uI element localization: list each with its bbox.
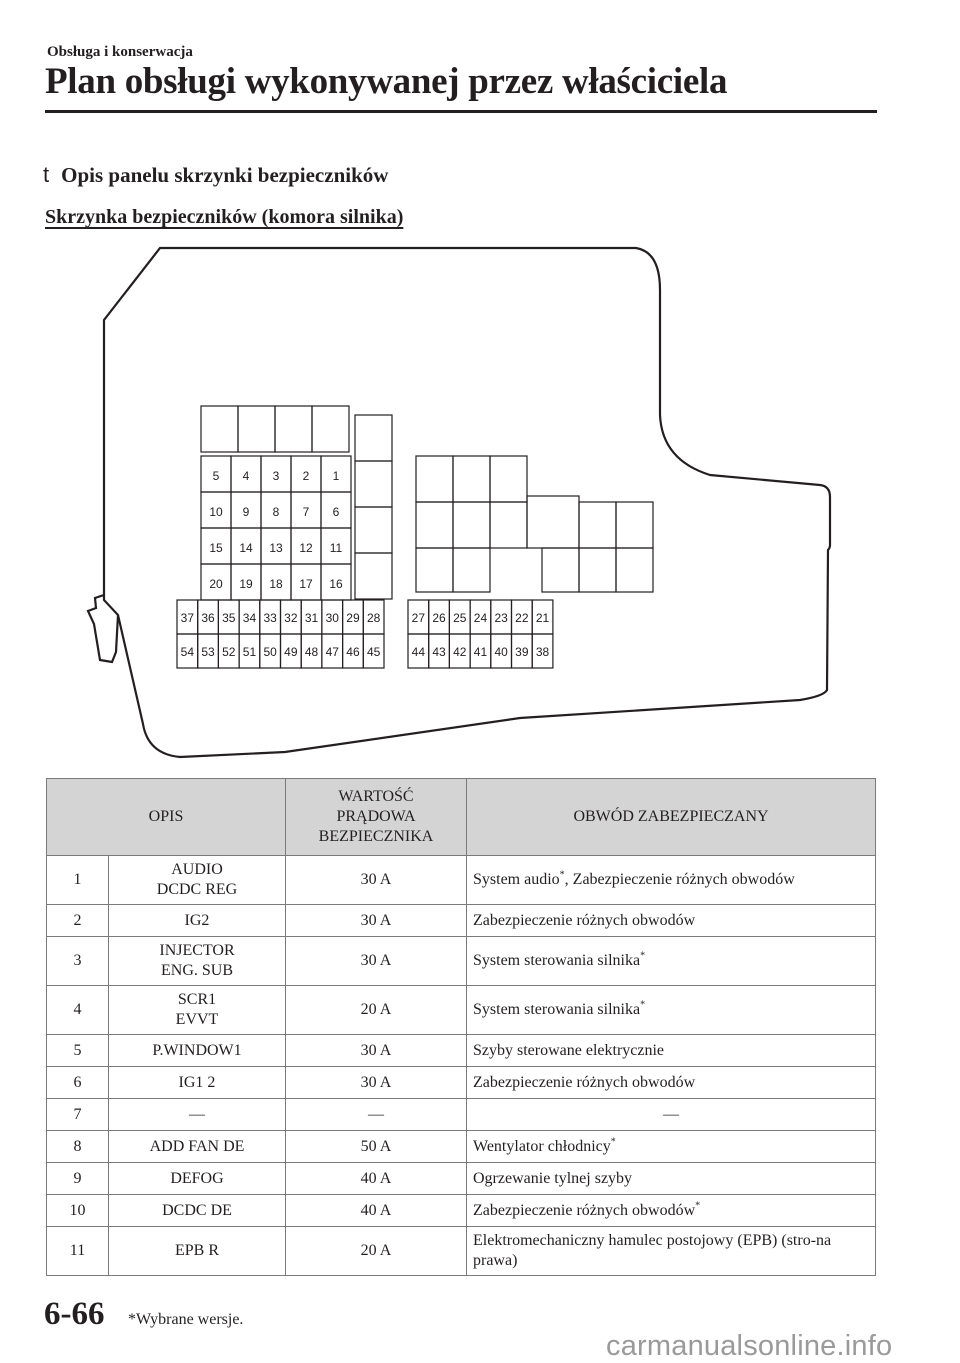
fuse-opis [109, 856, 286, 905]
fuse-number-label: 14 [239, 541, 253, 555]
fuse-number-label: 1 [332, 469, 340, 483]
fuse-opis [109, 937, 286, 986]
fuse-slot [490, 456, 527, 502]
fuse-number-label: 26 [432, 611, 446, 625]
fuse-number-label: 20 [209, 577, 223, 591]
fuse-opis [109, 1131, 286, 1163]
fuse-opis-line: DCDC DE [162, 1201, 232, 1219]
header-wartosc [286, 779, 467, 856]
fuse-opis [109, 1067, 286, 1099]
fuse-number-label: 40 [494, 645, 508, 659]
fuse-opis [109, 1163, 286, 1195]
fuse-number: 7 [47, 1099, 109, 1131]
fuse-number-label: 41 [473, 645, 488, 659]
fuse-opis [109, 1035, 286, 1067]
fuse-number-label: 31 [304, 611, 319, 625]
fuse-number-label: 12 [299, 541, 313, 555]
fuse-number-label: 33 [263, 611, 277, 625]
fuse-number-label: 5 [212, 469, 220, 483]
fuse-slot [453, 456, 490, 502]
fuse-number-label: 51 [242, 645, 257, 659]
fuse-number-label: 34 [242, 611, 257, 625]
fuse-circuit-text: Zabezpieczenie różnych obwodów [473, 1073, 696, 1091]
fuse-number-label: 23 [494, 611, 508, 625]
fuse-number-label: 42 [453, 645, 467, 659]
fuse-circuit [467, 1131, 876, 1163]
fuse-number-label: 17 [299, 577, 313, 591]
fuse-number-label: 39 [515, 645, 529, 659]
fuse-opis-line: EVVT [175, 1011, 219, 1028]
fuse-opis-line: DCDC REG [156, 881, 238, 898]
sub-heading-text: Opis panelu skrzynki bezpieczników [61, 163, 389, 187]
table-row [47, 986, 876, 1035]
table-row [47, 937, 876, 986]
table-row [47, 905, 876, 937]
fuse-slot [416, 456, 453, 502]
fuse-opis-line: ENG. SUB [160, 962, 233, 979]
fuse-number-label: 48 [304, 645, 319, 659]
fuse-number-label: 53 [201, 645, 215, 659]
fuse-slot [616, 502, 653, 548]
fuse-number-label: 10 [209, 505, 223, 519]
fuse-number-label: 45 [366, 645, 381, 659]
fuse-slot [453, 502, 490, 548]
fuse-number-label: 43 [432, 645, 446, 659]
table-row [47, 856, 876, 905]
fuse-number-label: 8 [272, 505, 280, 519]
fuse-opis-line: — [189, 1105, 205, 1123]
fuse-circuit [467, 986, 876, 1035]
fuse-number: 1 [47, 856, 109, 905]
fuse-number-label: 25 [453, 611, 467, 625]
fuse-amperage: 30 A [286, 937, 467, 986]
fuse-amperage: 40 A [286, 1195, 467, 1227]
fuse-circuit-text: Ogrzewanie tylnej szyby [473, 1169, 633, 1187]
fuse-opis-line: IG1 2 [178, 1073, 216, 1091]
fuse-number-label: 27 [411, 611, 426, 625]
fuse-number-label: 28 [366, 611, 381, 625]
fuse-circuit [467, 937, 876, 986]
fuse-number: 4 [47, 986, 109, 1035]
fuse-number-label: 32 [284, 611, 298, 625]
fuse-slot [542, 548, 579, 592]
watermark: carmanualsonline.info [606, 1330, 893, 1362]
fuse-circuit-text: System sterowania silnika [473, 1001, 641, 1018]
fuse-slot [579, 502, 616, 548]
fuse-number: 8 [47, 1131, 109, 1163]
fuse-opis-line: P.WINDOW1 [152, 1041, 242, 1059]
fuse-number-label: 13 [269, 541, 283, 555]
fuse-opis-line: ADD FAN DE [149, 1137, 245, 1155]
asterisk-mark: * [695, 1200, 701, 1212]
fuse-amperage: 20 A [286, 986, 467, 1035]
fuse-slot [416, 548, 453, 592]
fuse-opis-line: EPB R [174, 1242, 219, 1259]
fuse-number: 6 [47, 1067, 109, 1099]
section-label: Obsługa i konserwacja [47, 44, 193, 60]
fuse-slot [453, 548, 490, 592]
fuse-number-label: 16 [329, 577, 343, 591]
asterisk-mark: * [640, 950, 646, 962]
fuse-circuit [467, 905, 876, 937]
footnote: *Wybrane wersje. [128, 1311, 244, 1328]
fuse-number-label: 11 [329, 541, 343, 555]
fuse-amperage: 30 A [286, 856, 467, 905]
fuse-number-label: 2 [302, 469, 310, 483]
table-row [47, 1195, 876, 1227]
fuse-amperage: 20 A [286, 1227, 467, 1276]
fuse-number-label: 4 [242, 469, 250, 483]
fuse-slot [527, 496, 579, 548]
fuse-box-title: Skrzynka bezpieczników (komora silnika) [45, 206, 404, 228]
fuse-circuit-text: Elektromechaniczny hamulec postojowy (EPB) (stro-na prawa) [473, 1232, 832, 1269]
fuse-number-label: 9 [242, 505, 250, 519]
fuse-number: 9 [47, 1163, 109, 1195]
fuse-number-label: 54 [180, 645, 195, 659]
header-obwod: OBWÓD ZABEZPIECZANY [467, 779, 876, 856]
fuse-opis-line: DEFOG [170, 1169, 224, 1187]
fuse-slot [616, 548, 653, 592]
fuse-number-label: 47 [325, 645, 339, 659]
fuse-amperage: 50 A [286, 1131, 467, 1163]
fuse-circuit-text: Szyby sterowane elektrycznie [473, 1041, 665, 1059]
header-wartosc-line: WARTOŚĆ [338, 788, 414, 805]
fuse-amperage: 30 A [286, 1035, 467, 1067]
fuse-number: 11 [47, 1227, 109, 1276]
fuse-opis-line: AUDIO [171, 861, 223, 878]
fuse-slot [312, 406, 349, 452]
table-row [47, 1035, 876, 1067]
fuse-opis [109, 1099, 286, 1131]
fuse-number-label: 52 [222, 645, 236, 659]
fuse-number-label: 49 [284, 645, 298, 659]
fuse-opis-line: INJECTOR [159, 942, 235, 959]
fuse-number-label: 21 [535, 611, 550, 625]
fuse-circuit [467, 856, 876, 905]
fuse-number: 2 [47, 905, 109, 937]
fuse-opis [109, 986, 286, 1035]
fuse-circuit [467, 1035, 876, 1067]
fuse-number-label: 22 [515, 611, 529, 625]
fuse-amperage: 40 A [286, 1163, 467, 1195]
fuse-table [46, 778, 876, 1276]
header-wartosc-line: BEZPIECZNIKA [318, 828, 434, 845]
fuse-circuit-text: Wentylator chłodnicy [473, 1137, 611, 1155]
fuse-circuit [467, 1227, 876, 1276]
fuse-number: 10 [47, 1195, 109, 1227]
fuse-opis-line: SCR1 [177, 991, 217, 1008]
fuse-number-label: 29 [346, 611, 360, 625]
fuse-slot [490, 502, 527, 548]
fuse-slot [355, 553, 392, 599]
fuse-slot [355, 415, 392, 461]
fuse-circuit-text-after: , Zabezpieczenie różnych obwodów [564, 871, 795, 888]
table-row [47, 1131, 876, 1163]
asterisk-mark: * [559, 869, 565, 881]
fuse-number-label: 24 [473, 611, 488, 625]
fuse-amperage: — [286, 1099, 467, 1131]
fuse-number-label: 46 [346, 645, 360, 659]
fuse-circuit-text: — [663, 1105, 679, 1123]
asterisk-mark: * [610, 1136, 616, 1148]
fuse-number-label: 36 [201, 611, 215, 625]
fuse-slot [579, 548, 616, 592]
asterisk-mark: * [640, 999, 646, 1011]
fuse-amperage: 30 A [286, 905, 467, 937]
fuse-opis [109, 1227, 286, 1276]
fuse-number: 5 [47, 1035, 109, 1067]
fuse-opis-line: IG2 [184, 911, 210, 929]
fuse-number-label: 50 [263, 645, 277, 659]
fuse-circuit [467, 1195, 876, 1227]
header-wartosc-line: PRĄDOWA [336, 808, 416, 825]
header-opis: OPIS [47, 779, 286, 856]
bullet-icon: t [43, 162, 50, 187]
fuse-number-label: 6 [332, 505, 340, 519]
fuse-number-label: 35 [222, 611, 236, 625]
page-title: Plan obsługi wykonywanej przez właściciela [45, 61, 728, 102]
table-row [47, 1227, 876, 1276]
table-row [47, 1067, 876, 1099]
fuse-number-label: 15 [209, 541, 223, 555]
fuse-slot [416, 502, 453, 548]
fuse-number-label: 38 [535, 645, 550, 659]
fuse-amperage: 30 A [286, 1067, 467, 1099]
fuse-circuit-text: Zabezpieczenie różnych obwodów [473, 911, 696, 929]
fuse-slot [238, 406, 275, 452]
fuse-slot [201, 406, 238, 452]
fuse-circuit [467, 1099, 876, 1131]
fuse-slot [275, 406, 312, 452]
fuse-number-label: 7 [302, 505, 310, 519]
fuse-number-label: 3 [272, 469, 280, 483]
fuse-circuit-text: System sterowania silnika [473, 952, 641, 969]
fuse-circuit [467, 1067, 876, 1099]
fuse-number-label: 30 [325, 611, 339, 625]
fuse-circuit-text: System audio [473, 871, 560, 888]
table-row [47, 1099, 876, 1131]
fuse-slot [355, 507, 392, 553]
fuse-circuit-text: Zabezpieczenie różnych obwodów [473, 1201, 696, 1219]
fuse-opis [109, 1195, 286, 1227]
page-number: 6-66 [44, 1296, 105, 1332]
fuse-number-label: 44 [411, 645, 426, 659]
fuse-slot [355, 461, 392, 507]
fuse-number: 3 [47, 937, 109, 986]
table-row [47, 1163, 876, 1195]
fuse-number-label: 37 [180, 611, 195, 625]
fuse-number-label: 19 [239, 577, 253, 591]
fuse-number-label: 18 [269, 577, 283, 591]
fuse-opis [109, 905, 286, 937]
fuse-circuit [467, 1163, 876, 1195]
